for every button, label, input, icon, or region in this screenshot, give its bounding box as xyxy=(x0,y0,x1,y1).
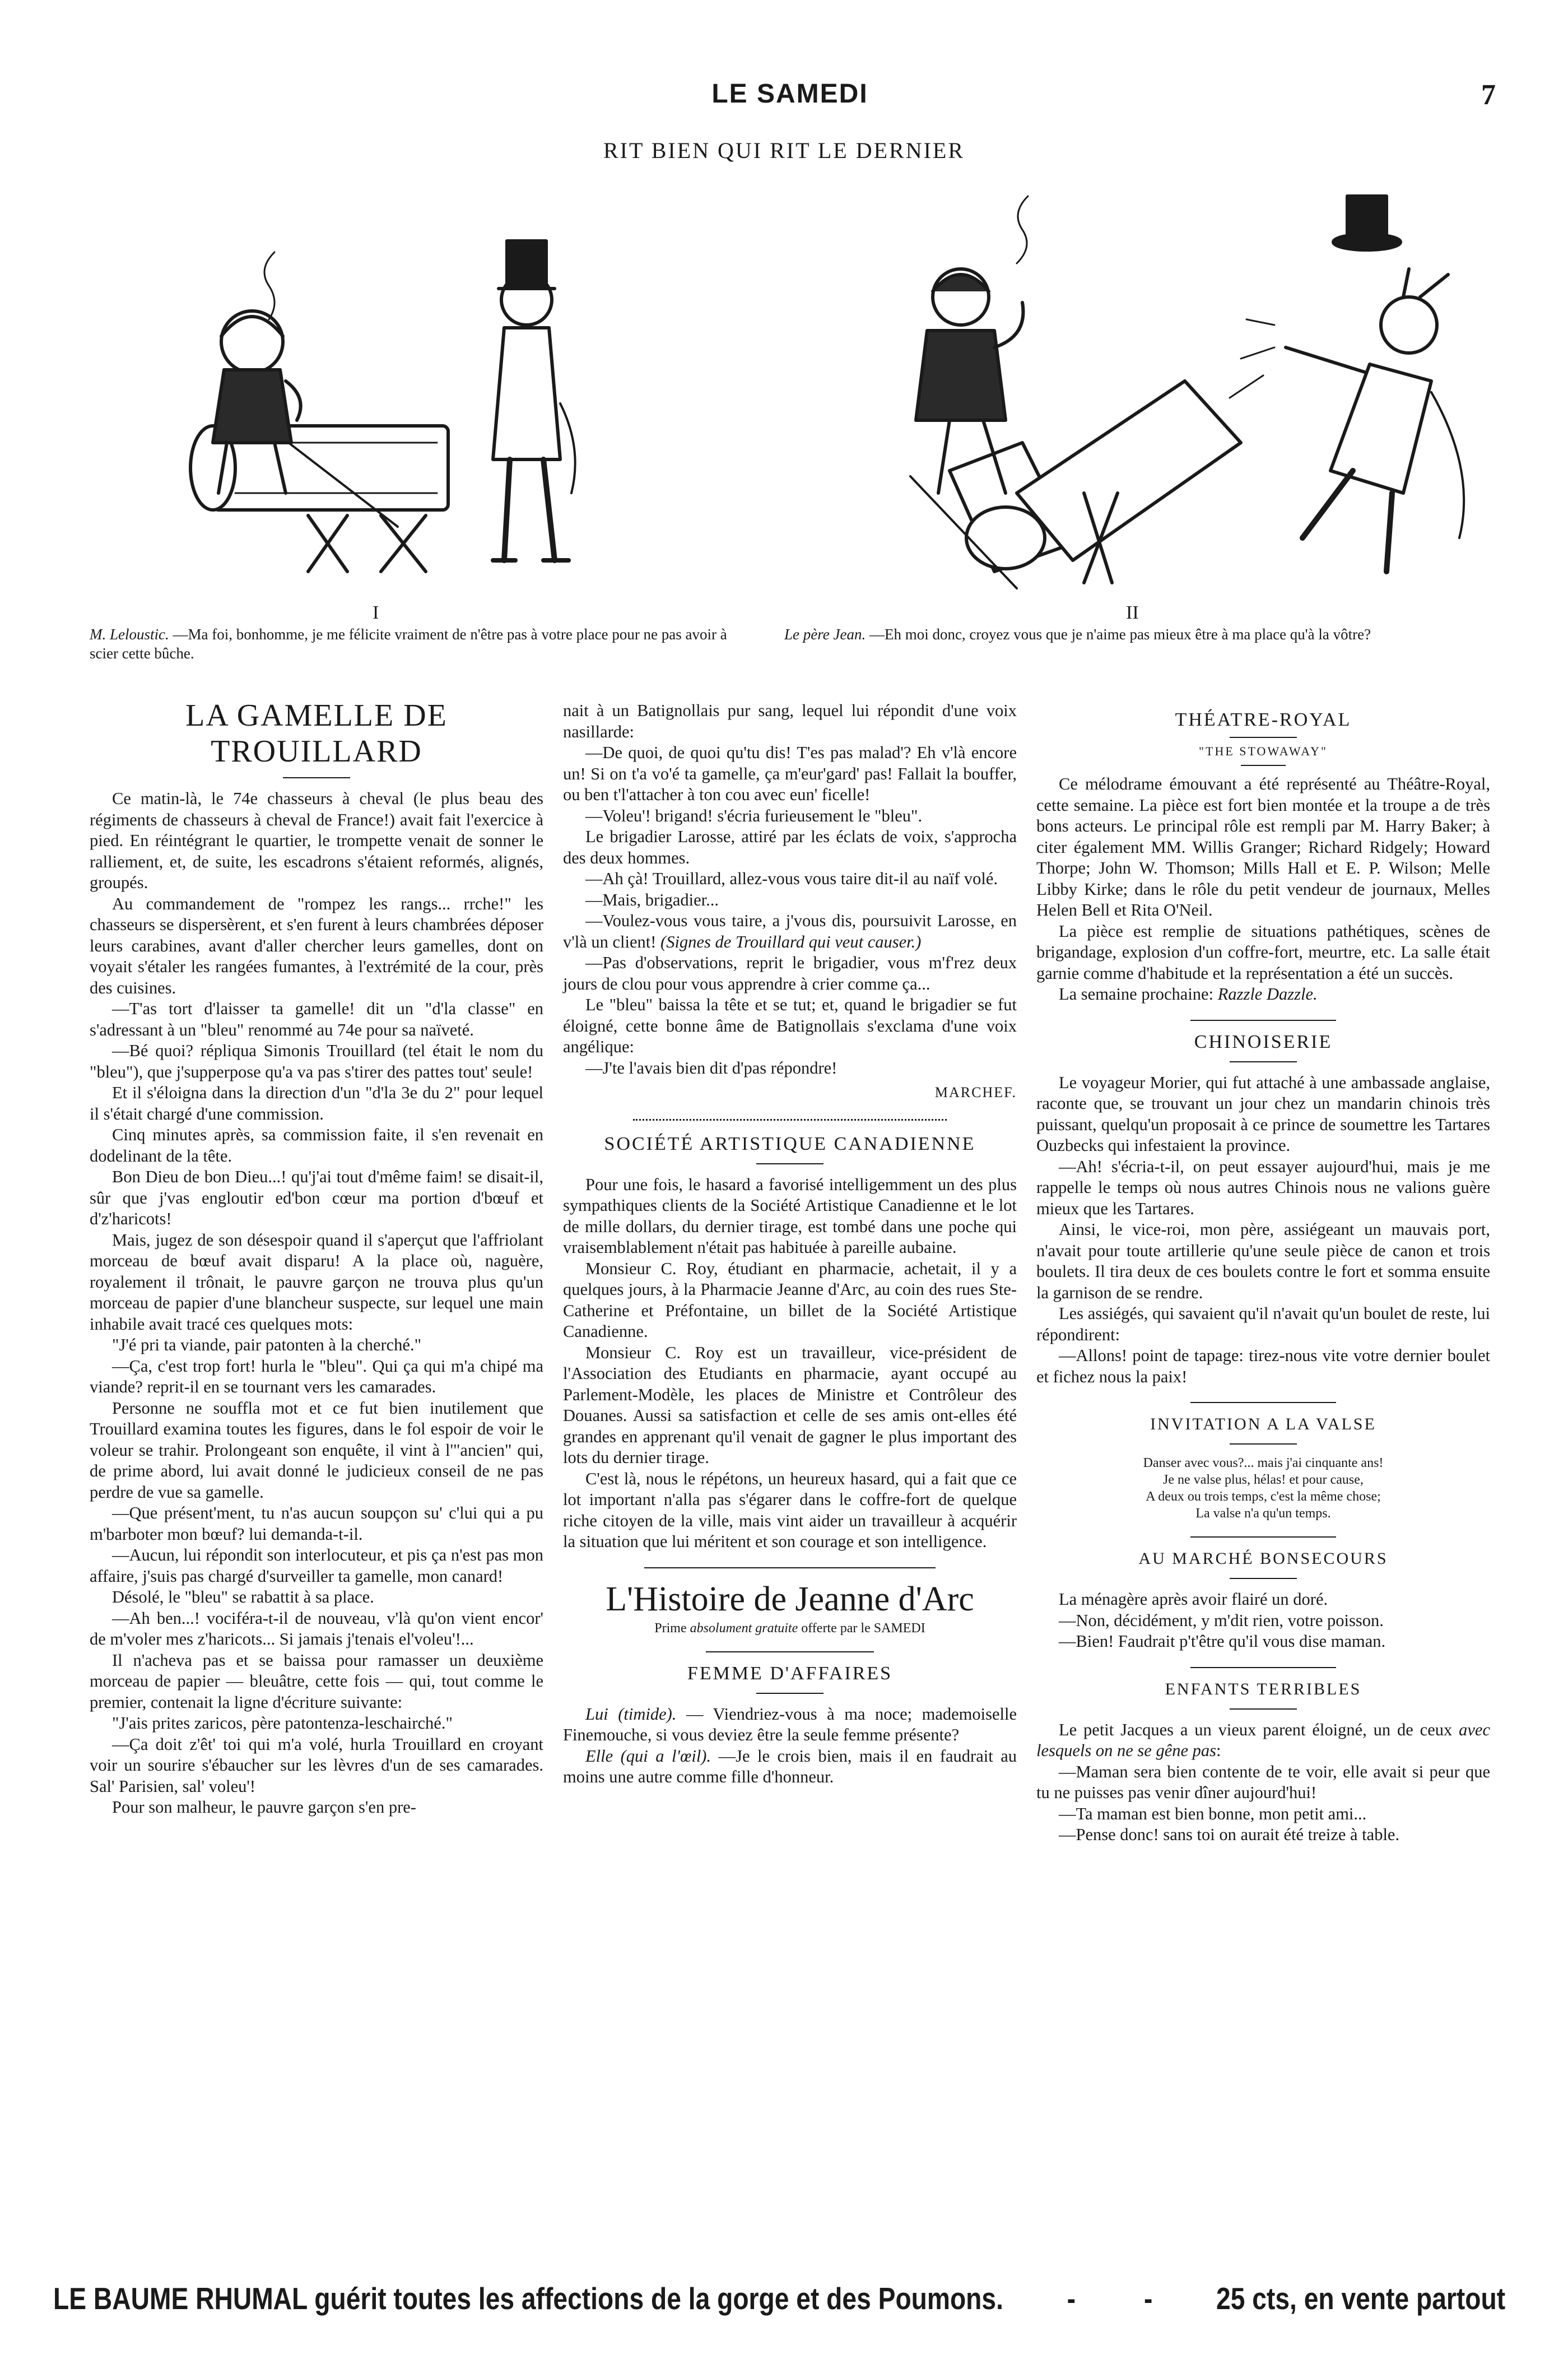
jeanne-darc-title: L'Histoire de Jeanne d'Arc xyxy=(606,1580,974,1618)
paragraph: —Ça doit z'êt' toi qui m'a volé, hurla Trouillard en croyant voir un sourire s'ébaucher sur les lèvres d'un de ses camarades. Sal' Parisien, sal' voleu'! xyxy=(90,1734,543,1796)
paragraph: Et il s'éloigna dans la direction d'un "d'la 3e du 2" pour lequel il s'était chargé d'une commission. xyxy=(90,1083,543,1123)
paragraph: —Ça, c'est trop fort! hurla le "bleu". Qui ça qui m'a chipé ma viande? reprit-il en se tournant vers les camarades. xyxy=(90,1356,543,1396)
title-rule xyxy=(1230,1061,1297,1062)
title-rule xyxy=(1230,1578,1297,1579)
paragraph: Le voyageur Morier, qui fut attaché à une ambassade anglaise, raconte que, se trouvant un jour chez un mandarin chinois très puissant, quelqu'un proposait à ce prince de soumettre les Tartares Ouzbecks qui infestaient la province. xyxy=(1036,1072,1490,1155)
paragraph: —Pas d'observations, reprit le brigadier, vous m'f'rez deux jours de clou pour vous apprendre à crier comme ça... xyxy=(563,953,1017,993)
cartoon-illustration-1 xyxy=(67,179,795,605)
panel-2-number: II xyxy=(1126,602,1139,623)
paragraph: C'est là, nous le répétons, un heureux hasard, qui a fait que ce lot important n'alla pas s'égarer dans le coffre-fort de quelque riche citoyen de la ville, mais vint aider un travailleur à acquérir la situation que lui méritent et son courage et son intelligence. xyxy=(563,1469,1017,1551)
paragraph: —Bé quoi? répliqua Simonis Trouillard (tel était le nom du "bleu"), que j'supperpose qu'a va pas s'tirer des pattes tout' seule! xyxy=(90,1041,543,1081)
paragraph: —T'as tort d'laisser ta gamelle! dit un "d'la classe" en s'adressant à un "bleu" renommé au 74e pour sa naïveté. xyxy=(90,999,543,1039)
subtitle-italic: absolument gratuite xyxy=(690,1620,798,1636)
paragraph: —Mais, brigadier... xyxy=(585,890,719,909)
paragraph: —Non, décidément, y m'dit rien, votre poisson. xyxy=(1059,1610,1384,1630)
section-title-enfants: ENFANTS TERRIBLES xyxy=(1165,1679,1362,1698)
section-separator xyxy=(1190,1020,1336,1021)
ad-dash: - xyxy=(1067,2281,1076,2316)
section-title-theatre: THÉATRE-ROYAL xyxy=(1175,709,1352,730)
paragraph: —J'te l'avais bien dit d'pas répondre! xyxy=(585,1058,837,1078)
column-1 xyxy=(90,698,543,1818)
play-title: "THE STOWAWAY" xyxy=(1199,744,1328,758)
cartoon-panel-1 xyxy=(67,179,795,639)
paragraph-text: Le petit Jacques a un vieux parent éloigné, un de ceux xyxy=(1059,1720,1453,1739)
ad-dash: - xyxy=(1144,2281,1153,2316)
dialogue-line xyxy=(563,1704,1017,1746)
paragraph: —Bien! Faudrait p't'être qu'il vous dise maman. xyxy=(1059,1632,1386,1651)
paragraph: La ménagère après avoir flairé un doré. xyxy=(1059,1590,1328,1609)
panel-1-text: —Ma foi, bonhomme, je me félicite vraiment de n'être pas à votre place pour ne pas avoir à scier cette bûche. xyxy=(90,626,727,662)
poem-line: Danser avec vous?... mais j'ai cinquante ans! xyxy=(1143,1456,1384,1470)
paragraph: Au commandement de "rompez les rangs... rrche!" les chasseurs se dispersèrent, et s'en furent à leurs chambrées déposer leurs carabines, avant d'aller chercher leurs gamelles, dont on voyait s'étaler les rangées fumantes, à l'extrémité de la cour, près des cuisines. xyxy=(90,894,543,997)
speaker: Elle (qui a l'œil). xyxy=(585,1746,711,1766)
section-separator xyxy=(644,1567,936,1568)
section-title-societe: SOCIÉTÉ ARTISTIQUE CANADIENNE xyxy=(604,1133,976,1154)
paragraph: Pour une fois, le hasard a favorisé intelligemment un des plus sympathiques clients de la Société Artistique Canadienne et le lot de mille dollars, du dernier tirage, est tombé dans une poche qui vraisemblablement n'était pas habituée à pareille aubaine. xyxy=(563,1174,1017,1257)
paragraph: Pour son malheur, le pauvre garçon s'en pre- xyxy=(112,1798,416,1817)
paragraph: —Aucun, lui répondit son interlocuteur, et pis ça n'est pas mon affaire, j'suis pas chargé d'surveiller ta gamelle, mon canard! xyxy=(90,1545,543,1586)
paragraph: nait à un Batignollais pur sang, lequel lui répondit d'une voix nasillarde: xyxy=(563,701,1017,741)
section-title-chinoiserie: CHINOISERIE xyxy=(1194,1031,1333,1052)
paragraph: —Pense donc! sans toi on aurait été treize à table. xyxy=(1059,1825,1400,1844)
section-separator xyxy=(706,1651,874,1652)
paragraph: —Maman sera bien contente de te voir, elle avait si peur que tu ne puisses pas venir dîner aujourd'hui! xyxy=(1036,1762,1490,1802)
paragraph: Le "bleu" baissa la tête et se tut; et, quand le brigadier se fut éloigné, cette bonne âme de Batignollais s'exclama d'une voix angélique: xyxy=(563,995,1017,1056)
bottom-advertisement xyxy=(53,2281,1506,2325)
title-rule xyxy=(1241,765,1286,766)
subtitle-text: Prime xyxy=(654,1620,687,1636)
paragraph: Bon Dieu de bon Dieu...! qu'j'ai tout d'même faim! se disait-il, sûr que j'vas engloutir ed'bon cœur ma portion d'bœuf et d'z'haricots! xyxy=(90,1167,543,1228)
panel-1-caption xyxy=(90,625,748,663)
paragraph: "J'é pri ta viande, pair patonten à la cherché." xyxy=(112,1335,422,1354)
cartoon-title: RIT BIEN QUI RIT LE DERNIER xyxy=(603,138,965,163)
ad-main-text: LE BAUME RHUMAL guérit toutes les affections de la gorge et des Poumons. xyxy=(53,2281,1003,2316)
ad-price-text: 25 cts, en vente partout xyxy=(1216,2281,1506,2316)
paragraph: —Voleu'! brigand! s'écria furieusement le "bleu". xyxy=(585,806,923,825)
title-rule xyxy=(283,777,350,778)
article-title-gamelle: LA GAMELLE DE TROUILLARD xyxy=(185,698,448,769)
italic-phrase: avec lesquels on ne se gêne pas xyxy=(1036,1720,1490,1760)
paragraph: "J'ais prites zaricos, père patontenza-leschairché." xyxy=(112,1713,453,1733)
title-rule xyxy=(1230,1708,1297,1710)
paragraph-text: : xyxy=(1216,1741,1221,1760)
paragraph-text: —Voulez-vous vous taire, a j'vous dis, poursuivit Larosse, en v'là un client! xyxy=(563,911,1017,951)
paragraph: Il n'acheva pas et se baissa pour ramasser un deuxième morceau de papier — bleuâtre, cette fois — qui, tout comme le premier, contenait la ligne d'écriture suivante: xyxy=(90,1650,543,1712)
paragraph: Les assiégés, qui savaient qu'il n'avait qu'un boulet de reste, lui répondirent: xyxy=(1036,1304,1490,1344)
section-title-marche: AU MARCHÉ BONSECOURS xyxy=(1138,1549,1388,1568)
paragraph: —Ah ben...! vociféra-t-il de nouveau, v'là qu'on vient encor' de m'voler mes z'haricots... Si jamais j'tenais el'voleu'!... xyxy=(90,1608,543,1648)
title-rule xyxy=(1230,737,1297,738)
paragraph: —Ta maman est bien bonne, mon petit ami... xyxy=(1059,1804,1367,1823)
paragraph xyxy=(1036,984,1490,1005)
paragraph: —De quoi, de quoi qu'tu dis! T'es pas malad'? Eh v'là encore un! Si on t'a vo'é ta gamelle, ça m'eur'gard' pas! Fallait la bouffer, ou ben t'l'attacher à ton cou avec eun' ficelle! xyxy=(563,743,1017,804)
paragraph-text: La semaine prochaine: xyxy=(1059,985,1214,1004)
section-title-femme: FEMME D'AFFAIRES xyxy=(687,1663,893,1684)
author-signature: MARCHEF. xyxy=(934,1084,1017,1100)
panel-2-caption xyxy=(784,625,1496,644)
column-3 xyxy=(1036,709,1490,1846)
poem-line: A deux ou trois temps, c'est la même chose; xyxy=(1146,1489,1381,1504)
poem-valse xyxy=(1036,1455,1490,1522)
paragraph: Monsieur C. Roy, étudiant en pharmacie, achetait, il y a quelques jours, à la Pharmacie Jeanne d'Arc, au coin des rues Ste-Catherine et Préfontaine, un billet de la Société Artistique Canadienne. xyxy=(563,1259,1017,1341)
section-title-valse: INVITATION A LA VALSE xyxy=(1150,1415,1376,1433)
section-separator xyxy=(1190,1536,1336,1538)
cartoon-illustration-2 xyxy=(781,179,1510,605)
title-rule xyxy=(756,1163,823,1164)
page-header xyxy=(73,78,1507,123)
paragraph: Personne ne souffla mot et ce fut bien inutilement que Trouillard examina toutes les figures, dans le fol espoir de voir le voleur se trahir. Prolongeant son enquête, il vint à l'"ancien" qui, de prime abord, lui avait donné le judicieux conseil de ne pas perdre de vue sa gamelle. xyxy=(90,1398,543,1502)
panel-2-text: —Eh moi donc, croyez vous que je n'aime pas mieux être à ma place qu'à la vôtre? xyxy=(869,626,1371,643)
paragraph: —Ah çà! Trouillard, allez-vous vous taire dit-il au naïf volé. xyxy=(585,869,998,888)
title-rule xyxy=(756,1693,823,1694)
jeanne-darc-subtitle xyxy=(563,1620,1017,1637)
paragraph: Monsieur C. Roy est un travailleur, vice-président de l'Association des Etudiants en pharmacie, ayant occupé au Parlement-Modèle, les places de Ministre et Contrôleur des Douanes. Aussi sa satisfaction et celle de ses amis ont-elles été grandes en apprenant qu'il venait de gagner le plus important des lots du dernier tirage. xyxy=(563,1343,1017,1467)
paragraph: Ce mélodrame émouvant a été représenté au Théâtre-Royal, cette semaine. La pièce est fort bien montée et la troupe a de très bons acteurs. Le principal rôle est rempli par M. Harry Baker; à citer également MM. Willis Granger; Richard Ridgely; Howard Thorpe; John W. Thomson; Mills Hall et E. P. Wilson; Melle Libby Kirke; dans le rôle du petit vendeur de journaux, Melles Helen Bell et Rita O'Neil. xyxy=(1036,774,1490,920)
paragraph: —Que présent'ment, tu n'as aucun soupçon su' c'lui qui a pu m'barboter mon bœuf? lui demanda-t-il. xyxy=(90,1503,543,1544)
section-separator xyxy=(1190,1667,1336,1668)
section-separator xyxy=(1190,1402,1336,1403)
section-separator xyxy=(633,1119,947,1121)
paragraph: Cinq minutes après, sa commission faite, il s'en revenait en dodelinant de la tête. xyxy=(90,1125,543,1165)
dialogue-text: —Je le crois bien, mais il en faudrait au moins une autre comme fille d'honneur. xyxy=(563,1746,1017,1786)
paragraph: Le brigadier Larosse, attiré par les éclats de voix, s'approcha des deux hommes. xyxy=(563,827,1017,867)
italic-aside: (Signes de Trouillard qui veut causer.) xyxy=(660,932,922,951)
paragraph: Désolé, le "bleu" se rabattit à sa place. xyxy=(112,1587,374,1606)
paragraph: —Allons! point de tapage: tirez-nous vite votre dernier boulet et fichez nous la paix! xyxy=(1036,1346,1490,1386)
panel-1-number: I xyxy=(373,602,379,623)
subtitle-text: offerte par le SAMEDI xyxy=(801,1620,925,1636)
dialogue-text: — Viendriez-vous à ma noce; mademoiselle Finemouche, si vous deviez être la seule femme présente? xyxy=(563,1704,1017,1744)
poem-line: Je ne valse plus, hélas! et pour cause, xyxy=(1163,1473,1364,1487)
poem-line: La valse n'a qu'un temps. xyxy=(1195,1506,1331,1521)
paragraph: Ainsi, le vice-roi, mon père, assiégeant un mauvais port, n'avait pour toute artillerie qu'une seule pièce de canon et trois boulets. Il tira deux de ces boulets contre le fort et somma ensuite la garnison de se rendre. xyxy=(1036,1220,1490,1302)
paragraph xyxy=(1036,1720,1490,1762)
panel-2-speaker: Le père Jean. xyxy=(784,626,866,643)
paragraph: La pièce est remplie de situations pathétiques, scènes de brigandage, explosion d'un coffre-fort, meurtre, etc. La salle était garnie comme d'habitude et la représentation a été un succès. xyxy=(1036,921,1490,983)
column-2 xyxy=(563,700,1017,1788)
title-rule xyxy=(1230,1443,1297,1445)
dialogue-line xyxy=(563,1746,1017,1788)
masthead: LE SAMEDI xyxy=(711,79,868,109)
paragraph: Mais, jugez de son désespoir quand il s'aperçut que l'affriolant morceau de bœuf avait disparu! A la place où, naguère, royalement il trônait, le pauvre garçon ne trouva plus qu'un morceau de papier d'une blancheur suspecte, sur lequel une main inhabile avait tracé ces quelques mots: xyxy=(90,1230,543,1334)
play-name: Razzle Dazzle. xyxy=(1217,985,1318,1004)
panel-1-speaker: M. Leloustic. xyxy=(90,626,169,643)
page-number: 7 xyxy=(1481,79,1496,111)
paragraph: —Ah! s'écria-t-il, on peut essayer aujourd'hui, mais je me rappelle le temps où nous autres Chinois nous ne valions guère mieux que les Tartares. xyxy=(1036,1157,1490,1218)
paragraph-with-aside xyxy=(563,911,1017,953)
cartoon-panel-2 xyxy=(781,179,1510,639)
article-continuation-gamelle xyxy=(563,700,1017,1103)
paragraph: Ce matin-là, le 74e chasseurs à cheval (le plus beau des régiments de chasseurs à cheval de France!) avait fait l'exercice à pied. En réintégrant le quartier, le trompette venait de sonner le ralliement, et, de suite, les escadrons s'étaient reformés, alignés, groupés. xyxy=(90,789,543,892)
article-body-gamelle xyxy=(90,788,543,1818)
speaker: Lui (timide). xyxy=(585,1704,677,1724)
